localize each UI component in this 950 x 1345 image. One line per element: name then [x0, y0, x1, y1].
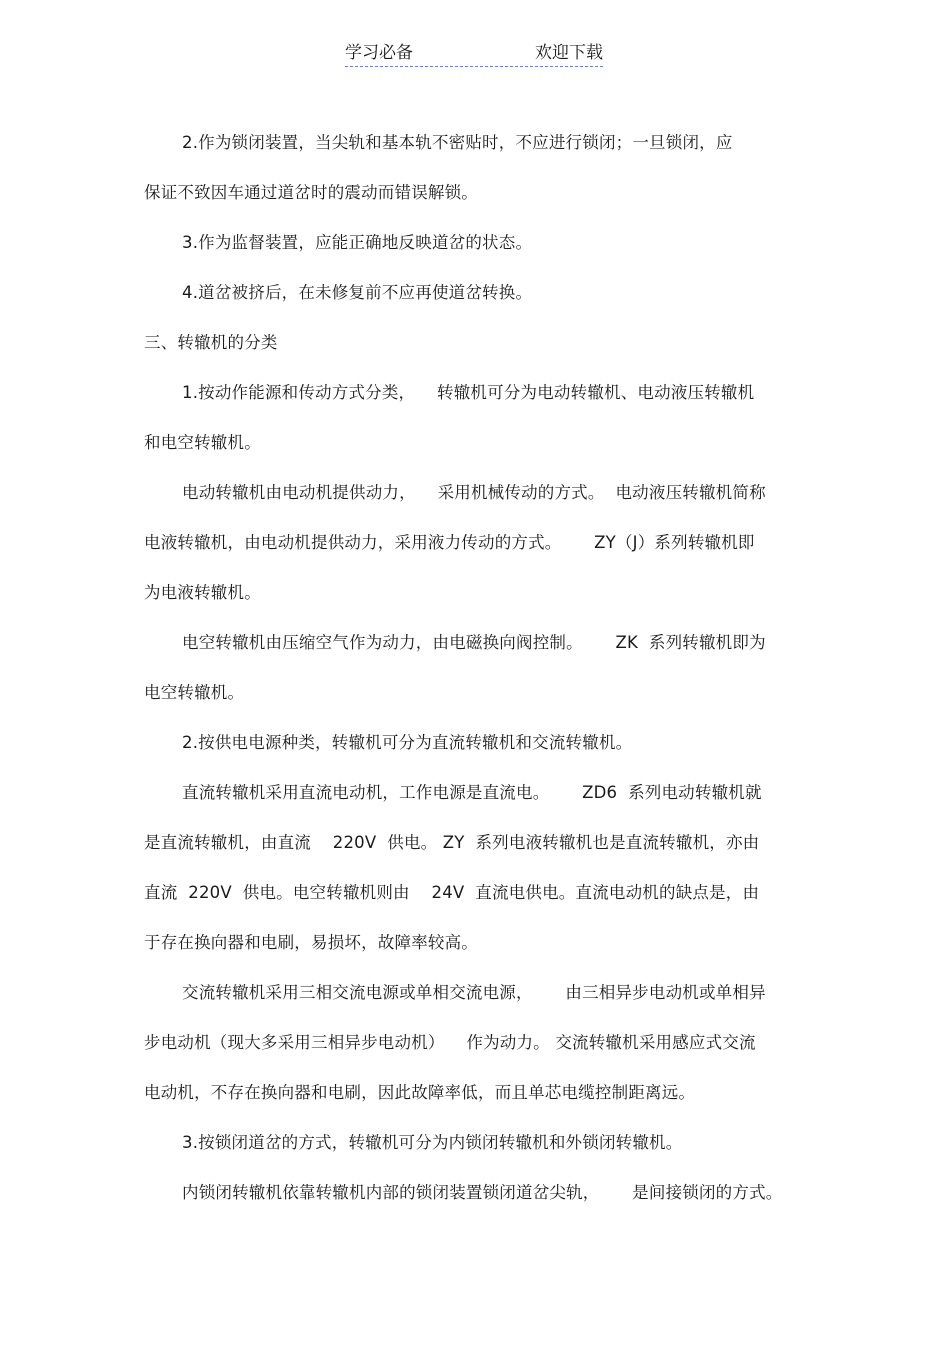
paragraph-line: 2.作为锁闭装置，当尖轨和基本轨不密贴时，不应进行锁闭；一旦锁闭，应: [182, 133, 733, 152]
paragraph-line: 直流 220V 供电。电空转辙机则由 24V 直流电供电。直流电动机的缺点是，由: [144, 883, 760, 902]
page-header: [345, 42, 603, 67]
paragraph-line: 直流转辙机采用直流电动机，工作电源是直流电。 ZD6 系列电动转辙机就: [182, 783, 762, 802]
paragraph-line: 为电液转辙机。: [144, 583, 261, 602]
paragraph-line: 电液转辙机，由电动机提供动力，采用液力传动的方式。 ZY（J）系列转辙机即: [144, 533, 755, 552]
paragraph-line: 3.按锁闭道岔的方式，转辙机可分为内锁闭转辙机和外锁闭转辙机。: [182, 1133, 683, 1152]
paragraph-line: 3.作为监督装置，应能正确地反映道岔的状态。: [182, 233, 533, 252]
paragraph-line: 1.按动作能源和传动方式分类， 转辙机可分为电动转辙机、电动液压转辙机: [182, 383, 755, 402]
header-right-text: 欢迎下载: [535, 43, 603, 63]
paragraph-line: 电空转辙机。: [144, 683, 245, 702]
paragraph-line: 内锁闭转辙机依靠转辙机内部的锁闭装置锁闭道岔尖轨， 是间接锁闭的方式。: [182, 1183, 783, 1202]
paragraph-line: 交流转辙机采用三相交流电源或单相交流电源， 由三相异步电动机或单相异: [182, 983, 766, 1002]
paragraph-line: 电动机，不存在换向器和电刷，因此故障率低，而且单芯电缆控制距离远。: [144, 1083, 696, 1102]
paragraph-line: 步电动机（现大多采用三相异步电动机） 作为动力。 交流转辙机采用感应式交流: [144, 1033, 756, 1052]
paragraph-line: 电空转辙机由压缩空气作为动力，由电磁换向阀控制。 ZK 系列转辙机即为: [182, 633, 766, 652]
paragraph-line: 和电空转辙机。: [144, 433, 261, 452]
header-left-text: 学习必备: [345, 43, 413, 63]
paragraph-line: 4.道岔被挤后，在未修复前不应再使道岔转换。: [182, 283, 533, 302]
section-heading: 三、转辙机的分类: [144, 333, 278, 352]
paragraph-line: 是直流转辙机，由直流 220V 供电。 ZY 系列电液转辙机也是直流转辙机，亦由: [144, 833, 760, 852]
paragraph-line: 2.按供电电源种类，转辙机可分为直流转辙机和交流转辙机。: [182, 733, 633, 752]
paragraph-line: 电动转辙机由电动机提供动力， 采用机械传动的方式。 电动液压转辙机简称: [182, 483, 766, 502]
paragraph-line: 于存在换向器和电刷，易损坏，故障率较高。: [144, 933, 478, 952]
paragraph-line: 保证不致因车通过道岔时的震动而错误解锁。: [144, 183, 478, 202]
